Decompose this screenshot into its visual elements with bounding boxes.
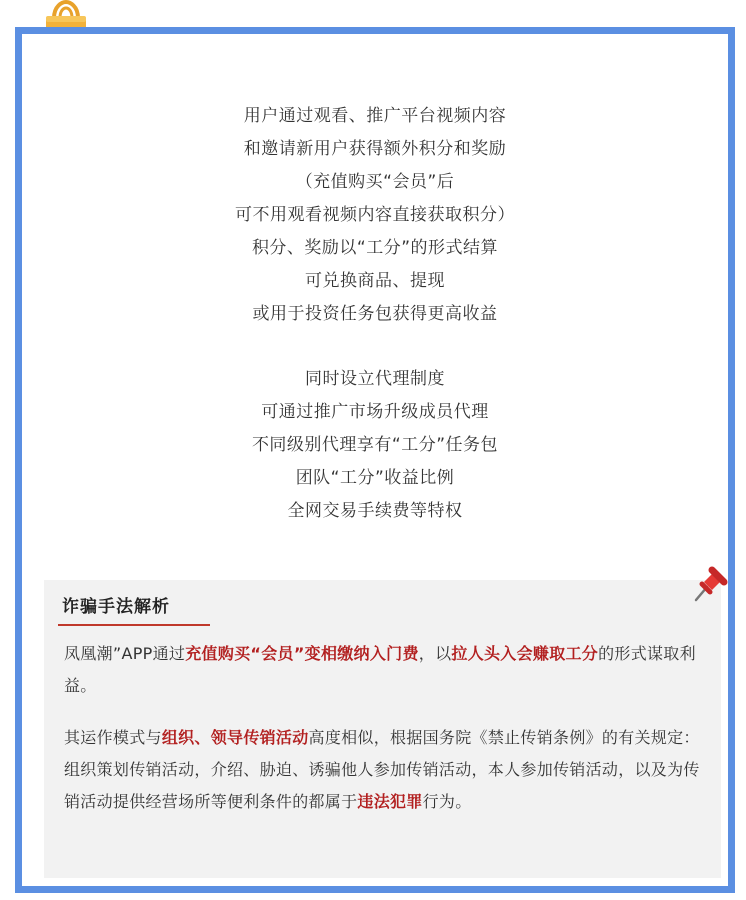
title-underline: [58, 624, 210, 626]
para-text: 高度相似，根据国务院《禁止传销条例》的有关规定：组织策划传销活动，介绍、胁迫、诱骗他人参加传销活动，本人参加传销活动，以及为传销活动提供经营场所等便利条件的都属于: [64, 728, 700, 811]
para-text: 其运作模式与: [64, 728, 162, 747]
highlight-text: 拉人头入会赚取工分: [451, 644, 599, 663]
para-text: 行为。: [422, 792, 472, 811]
highlight-text: 充值购买“会员”变相缴纳入门费: [185, 644, 419, 663]
analysis-paragraph-1: [64, 638, 704, 702]
analysis-paragraph-2: [64, 722, 704, 818]
intro-text: [22, 100, 728, 528]
intro-line: （充值购买“会员”后: [295, 172, 455, 192]
highlight-text: 违法犯罪: [357, 792, 423, 811]
intro-line: 全网交易手续费等特权: [287, 501, 463, 521]
intro-line: 积分、奖励以“工分”的形式结算: [251, 238, 499, 258]
intro-line: 同时设立代理制度: [305, 369, 445, 389]
intro-line: 可不用观看视频内容直接获取积分）: [235, 205, 515, 225]
analysis-title: 诈骗手法解析: [62, 597, 170, 617]
para-text: ，以: [418, 644, 452, 663]
intro-line: 或用于投资任务包获得更高收益: [252, 304, 498, 324]
para-text: 凤凰潮”APP通过: [64, 644, 186, 663]
intro-line: 可通过推广市场升级成员代理: [261, 402, 489, 422]
content-frame: [15, 27, 735, 893]
push-pin-icon: [690, 564, 730, 604]
intro-line: 用户通过观看、推广平台视频内容: [243, 106, 507, 126]
intro-line: 可兑换商品、提现: [305, 271, 445, 291]
intro-line: 不同级别代理享有“工分”任务包: [251, 435, 499, 455]
para-text: 的形式谋取利益。: [64, 644, 696, 695]
intro-line: 团队“工分”收益比例: [295, 468, 455, 488]
intro-line: 和邀请新用户获得额外积分和奖励: [243, 139, 507, 159]
highlight-text: 组织、领导传销活动: [161, 728, 309, 747]
